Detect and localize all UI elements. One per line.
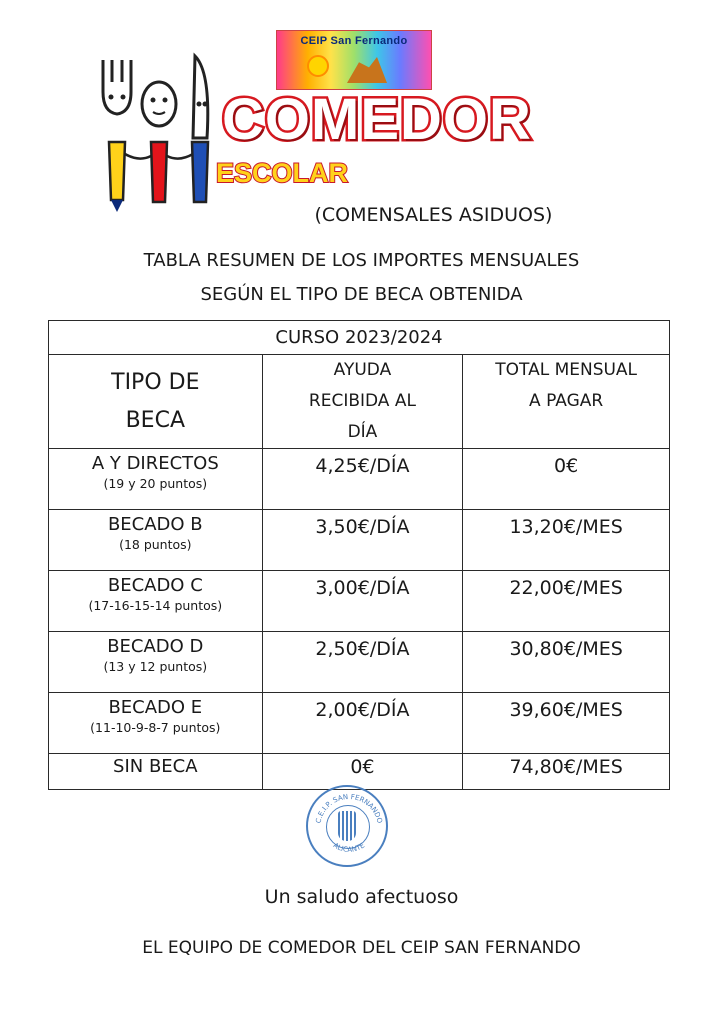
knife-icon	[192, 56, 208, 202]
cell-tipo	[49, 693, 263, 754]
cell-tipo	[49, 754, 263, 790]
seal-text-top: C.E.I.P. SAN FERNANDO	[314, 792, 384, 825]
table-header-row	[49, 355, 670, 449]
beca-name: SIN BECA	[113, 756, 198, 777]
header-total	[463, 355, 670, 449]
table-row	[49, 754, 670, 790]
cell-tipo	[49, 632, 263, 693]
cell-ayuda: 4,25€/DÍA	[262, 449, 463, 510]
coat-of-arms-icon	[338, 811, 356, 841]
subtitle-text: (COMENSALES ASIDUOS)	[314, 204, 553, 226]
castle-hill-icon	[347, 57, 387, 83]
table-title-row	[49, 321, 670, 355]
cell-total: 22,00€/MES	[463, 571, 670, 632]
table-row	[49, 693, 670, 754]
fees-table	[48, 320, 670, 790]
signature: EL EQUIPO DE COMEDOR DEL CEIP SAN FERNANDO	[142, 938, 581, 958]
title-escolar: ESCOLAR	[216, 158, 349, 188]
beca-points: (13 y 12 puntos)	[103, 659, 208, 674]
header-total-line-2: A PAGAR	[529, 391, 604, 411]
header-ayuda-line-3: DÍA	[347, 422, 378, 442]
curso-label: CURSO 2023/2024	[49, 321, 670, 355]
header-ayuda	[262, 355, 463, 449]
beca-name: A Y DIRECTOS	[91, 453, 219, 474]
sun-icon	[307, 55, 329, 77]
school-logo	[276, 30, 432, 90]
header-tipo-line-1: TIPO DE	[111, 369, 200, 395]
fork-icon	[103, 60, 131, 212]
beca-points: (11-10-9-8-7 puntos)	[90, 720, 221, 735]
header-tipo-line-2: BECA	[125, 407, 185, 433]
cell-total: 0€	[463, 449, 670, 510]
beca-name: BECADO D	[107, 636, 204, 657]
beca-points: (19 y 20 puntos)	[103, 476, 208, 491]
cell-ayuda: 2,00€/DÍA	[262, 693, 463, 754]
table-row	[49, 571, 670, 632]
spoon-icon	[142, 82, 176, 202]
cell-tipo	[49, 449, 263, 510]
header-ayuda-line-1: AYUDA	[333, 360, 392, 380]
beca-name: BECADO C	[107, 575, 203, 596]
cell-ayuda: 3,00€/DÍA	[262, 571, 463, 632]
table-row	[49, 510, 670, 571]
greeting: Un saludo afectuoso	[264, 886, 459, 908]
table-row	[49, 632, 670, 693]
heading-line-2: SEGÚN EL TIPO DE BECA OBTENIDA	[200, 284, 523, 305]
cell-tipo	[49, 571, 263, 632]
header-total-line-1: TOTAL MENSUAL	[495, 360, 638, 380]
cell-total: 74,80€/MES	[463, 754, 670, 790]
heading-line-1: TABLA RESUMEN DE LOS IMPORTES MENSUALES	[143, 250, 580, 271]
cell-ayuda: 3,50€/DÍA	[262, 510, 463, 571]
cell-tipo	[49, 510, 263, 571]
subtitle	[0, 204, 723, 226]
school-logo-name: CEIP San Fernando	[300, 35, 408, 47]
title-comedor: COMEDOR	[222, 87, 532, 152]
cell-ayuda: 2,50€/DÍA	[262, 632, 463, 693]
table-row	[49, 449, 670, 510]
header-ayuda-line-2: RECIBIDA AL	[308, 391, 416, 411]
beca-points: (17-16-15-14 puntos)	[88, 598, 223, 613]
beca-points: (18 puntos)	[119, 537, 192, 552]
beca-name: BECADO B	[107, 514, 203, 535]
cell-ayuda: 0€	[262, 754, 463, 790]
seal-text-bottom: ALICANTE	[331, 841, 367, 854]
school-seal	[306, 785, 388, 867]
cutlery-characters-illustration	[95, 52, 225, 212]
beca-name: BECADO E	[108, 697, 203, 718]
cell-total: 30,80€/MES	[463, 632, 670, 693]
cell-total: 39,60€/MES	[463, 693, 670, 754]
header-tipo-beca	[49, 355, 263, 449]
cell-total: 13,20€/MES	[463, 510, 670, 571]
